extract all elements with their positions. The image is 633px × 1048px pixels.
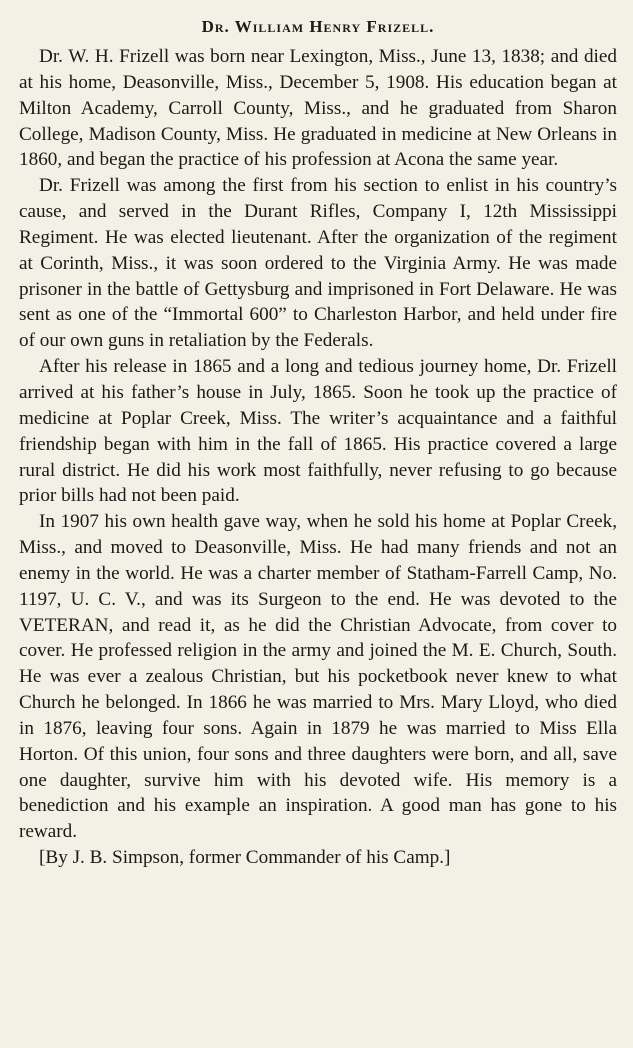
article-title: Dr. William Henry Frizell. xyxy=(201,17,435,36)
paragraph-birth-education: Dr. W. H. Frizell was born near Lexington, Miss., June 13, 1838; and died at his home, Deasonville, Miss., December 5, 1908. His education began at Milton Academy, Carroll County, Miss., and he graduated from Sharon College, Madison County, Miss. He graduated in medicine at New Orleans in 1860, and began the practice of his profession at Acona the same year. xyxy=(19,46,617,171)
paragraph-after-war: After his release in 1865 and a long and tedious journey home, Dr. Frizell arrived at his father’s house in July, 1865. Soon he took up the practice of medicine at Poplar Creek, Miss. The writer’s acquaintance and a faithful friendship began with him in the fall of 1865. His practice covered a large rural district. He did his work most faithfully, never refusing to go because prior bills had not been paid. xyxy=(19,356,617,507)
author-signature: [By J. B. Simpson, former Commander of his Camp.] xyxy=(39,847,451,869)
paragraph-later-life: In 1907 his own health gave way, when he sold his home at Poplar Creek, Miss., and moved to Deasonville, Miss. He had many friends and not an enemy in the world. He was a charter member of Statham-Farrell Camp, No. 1197, U. C. V., and was its Surgeon to the end. He was devoted to the VETERAN, and read it, as he did the Christian Advocate, from cover to cover. He professed religion in the army and joined the M. E. Church, South. He was ever a zealous Christian, but his pocketbook never knew to what Church he belonged. In 1866 he was married to Mrs. Mary Lloyd, who died in 1876, leaving four sons. Again in 1879 he was married to Miss Ella Horton. Of this union, four sons and three daughters were born, and all, save one daughter, survive him with his devoted wife. His memory is a benediction and his example an inspiration. A good man has gone to his reward. xyxy=(19,511,617,843)
paragraph-war-service: Dr. Frizell was among the first from his section to enlist in his country’s cause, and served in the Durant Rifles, Company I, 12th Mississippi Regiment. He was elected lieutenant. After the organization of the regiment at Corinth, Miss., it was soon ordered to the Virginia Army. He was made prisoner in the battle of Gettysburg and imprisoned in Fort Delaware. He was sent as one of the “Immortal 600” to Charleston Harbor, and held under fire of our own guns in retaliation by the Federals. xyxy=(19,175,617,352)
